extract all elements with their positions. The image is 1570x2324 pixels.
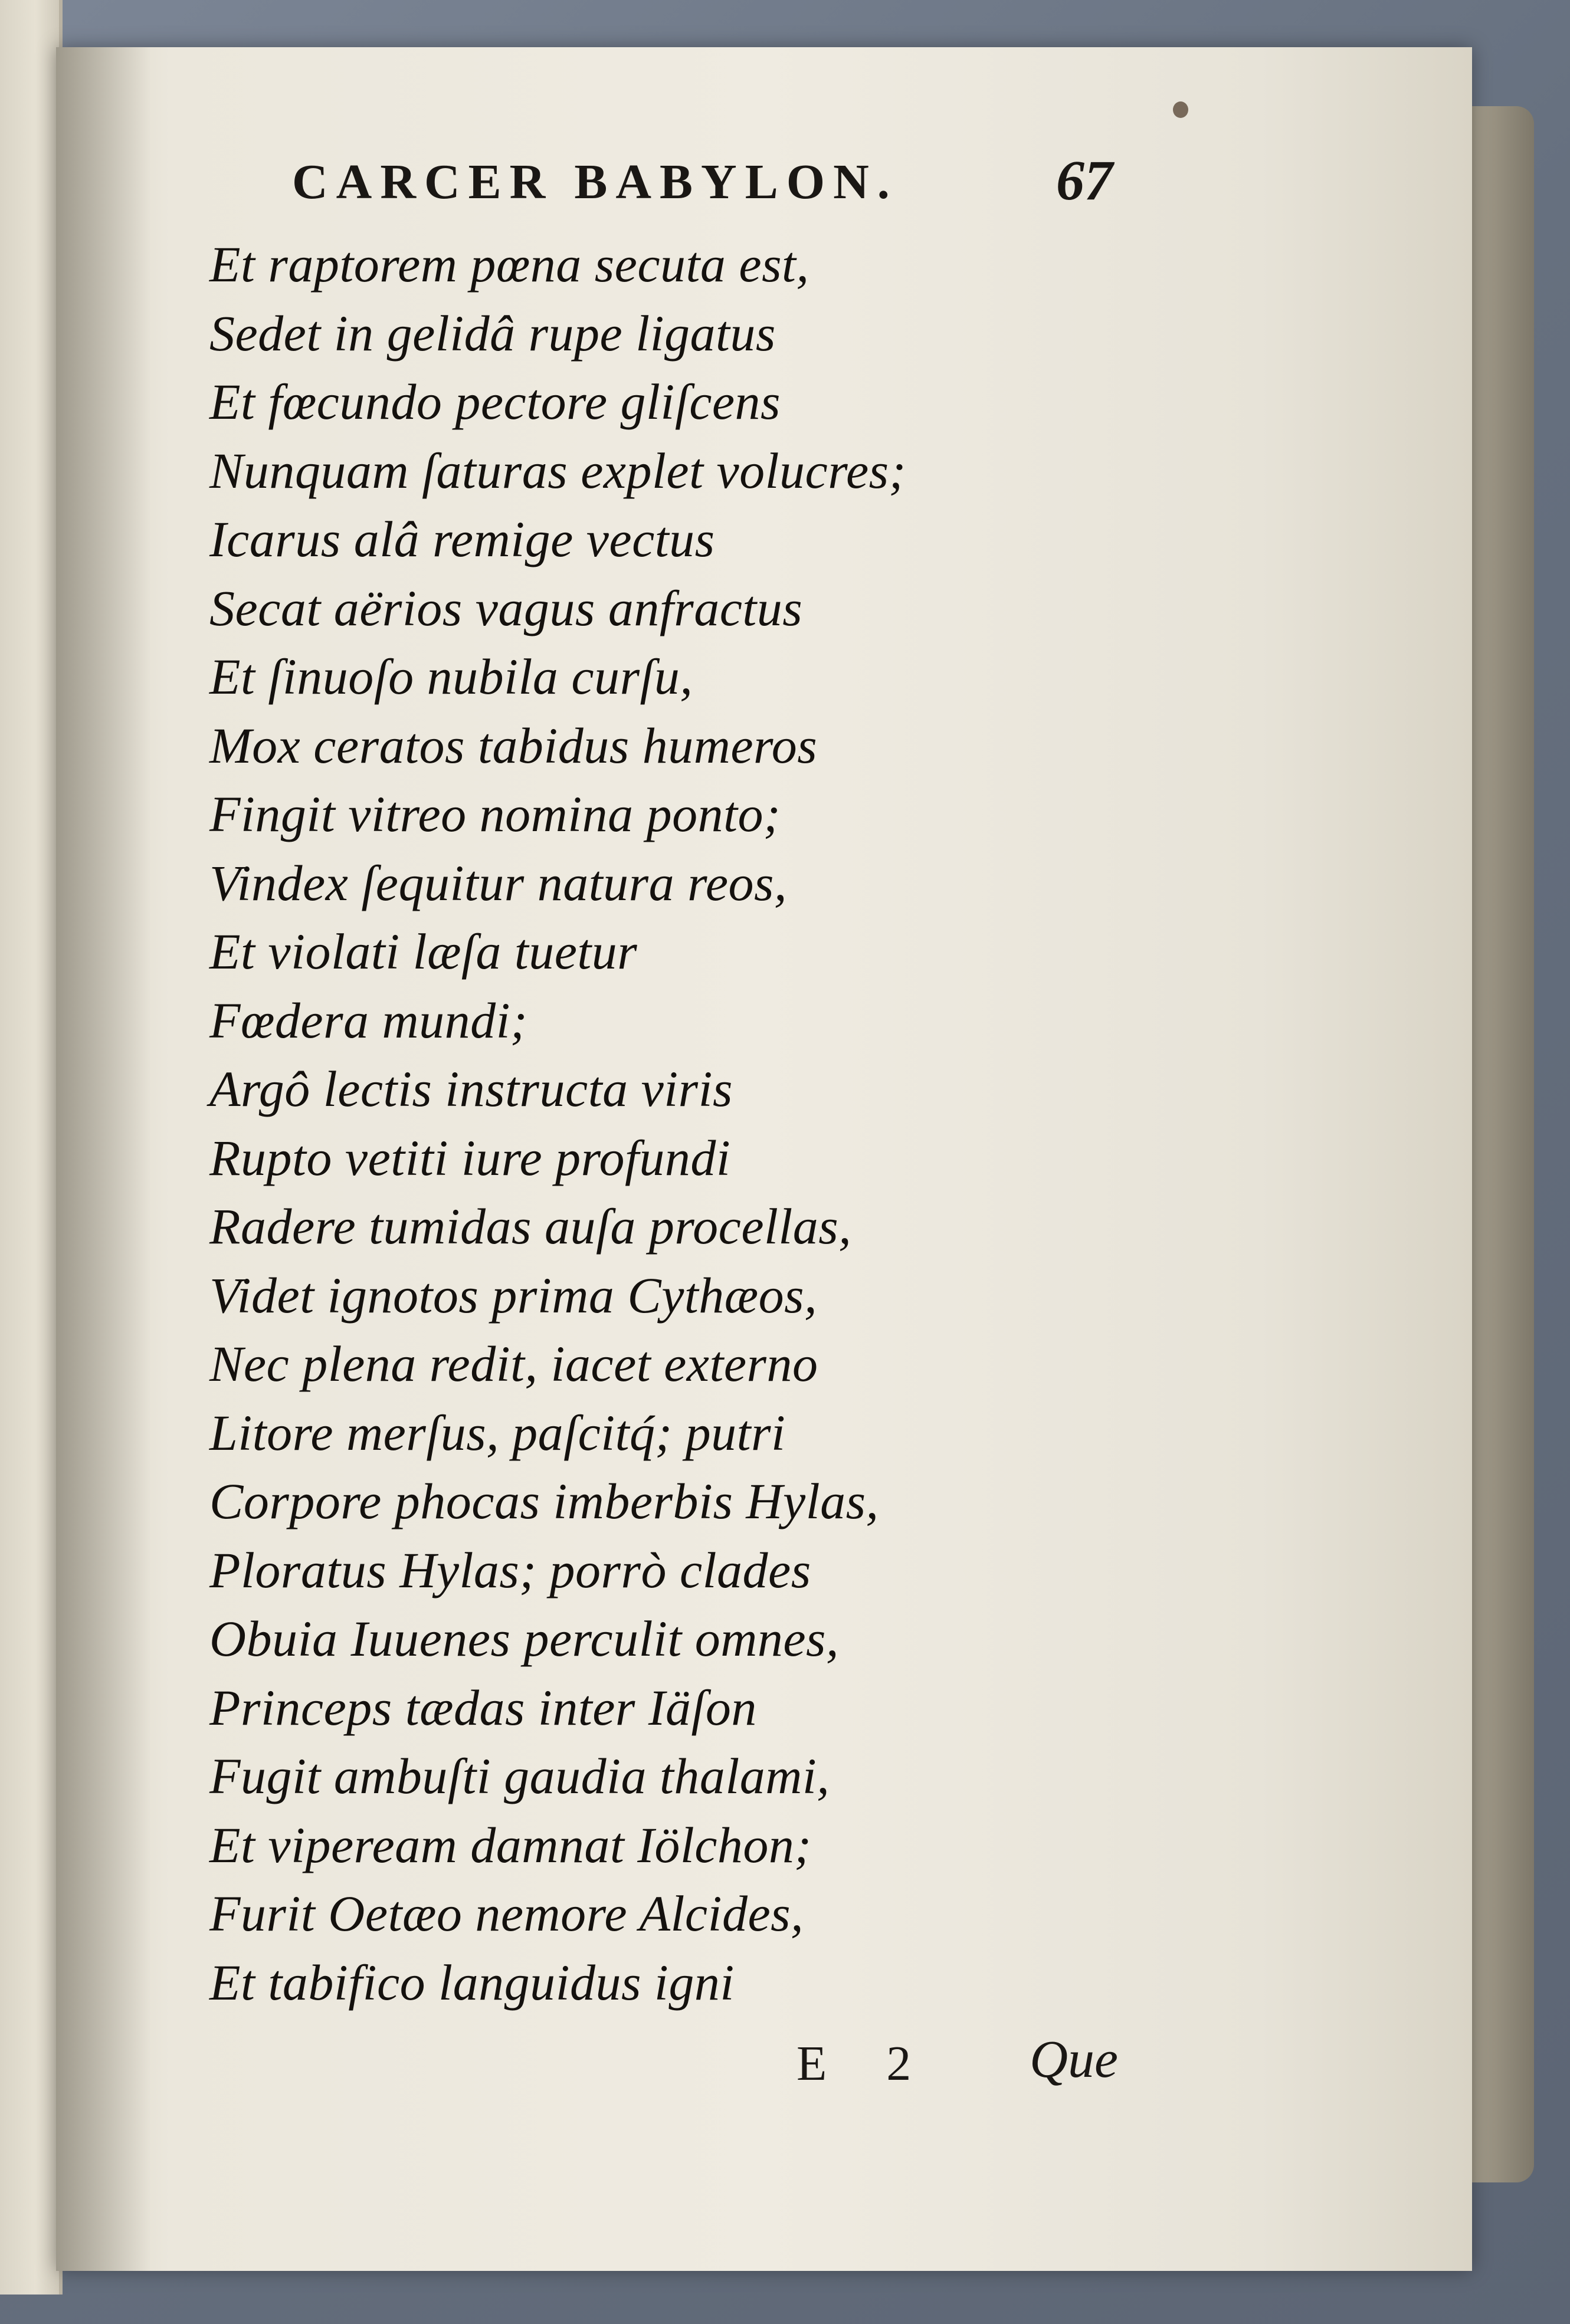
verse-line: Icarus alâ remige vectus: [209, 511, 715, 567]
verse-block: [209, 230, 906, 2017]
verse-line: Et violati læſa tuetur: [209, 923, 638, 980]
verse-line: Et vipeream damnat Iölchon;: [209, 1816, 812, 1873]
verse-line: Corpore phocas imberbis Hylas,: [209, 1473, 879, 1529]
page-number: 67: [1056, 149, 1113, 212]
facing-page-edge: [0, 0, 63, 2295]
verse-line: Argô lectis instructa viris: [209, 1061, 733, 1117]
verse-line: Videt ignotos prima Cythæos,: [209, 1266, 818, 1324]
verse-line: Litore merſus, paſcitq́; putri: [209, 1404, 786, 1461]
verse-line: Obuia Iuuenes perculit omnes,: [209, 1610, 839, 1667]
verse-line: Et tabifico languidus igni: [209, 1954, 735, 2011]
ink-spot: [1173, 101, 1188, 118]
running-header: CARCER BABYLON.: [292, 155, 898, 209]
verse-line: Nunquam ſaturas explet volucres;: [209, 442, 906, 499]
verse-line: Et fœcundo pectore gliſcens: [209, 373, 781, 430]
catchword: Que: [1030, 2030, 1118, 2089]
verse-line: Vindex ſequitur natura reos,: [209, 854, 787, 911]
signature-mark: E 2: [797, 2036, 935, 2091]
verse-line: Fœdera mundi;: [209, 992, 528, 1049]
verse-line: Et raptorem pœna secuta est,: [209, 236, 809, 293]
verse-line: Mox ceratos tabidus humeros: [209, 717, 818, 774]
verse-line: Furit Oetæo nemore Alcides,: [209, 1885, 804, 1942]
verse-line: Rupto vetiti iure profundi: [209, 1129, 731, 1186]
verse-line: Nec plena redit, iacet externo: [209, 1335, 818, 1392]
verse-line: Secat aërios vagus anfractus: [209, 579, 803, 636]
verse-line: Ploratus Hylas; porrò clades: [209, 1541, 811, 1598]
verse-line: Sedet in gelidâ rupe ligatus: [209, 304, 776, 362]
verse-line: Princeps tædas inter Iäſon: [209, 1679, 757, 1736]
verse-line: Et ſinuoſo nubila curſu,: [209, 648, 693, 705]
verse-line: Fingit vitreo nomina ponto;: [209, 786, 781, 842]
verse-line: Fugit ambuſti gaudia thalami,: [209, 1748, 830, 1804]
verse-line: Radere tumidas auſa procellas,: [209, 1198, 852, 1255]
